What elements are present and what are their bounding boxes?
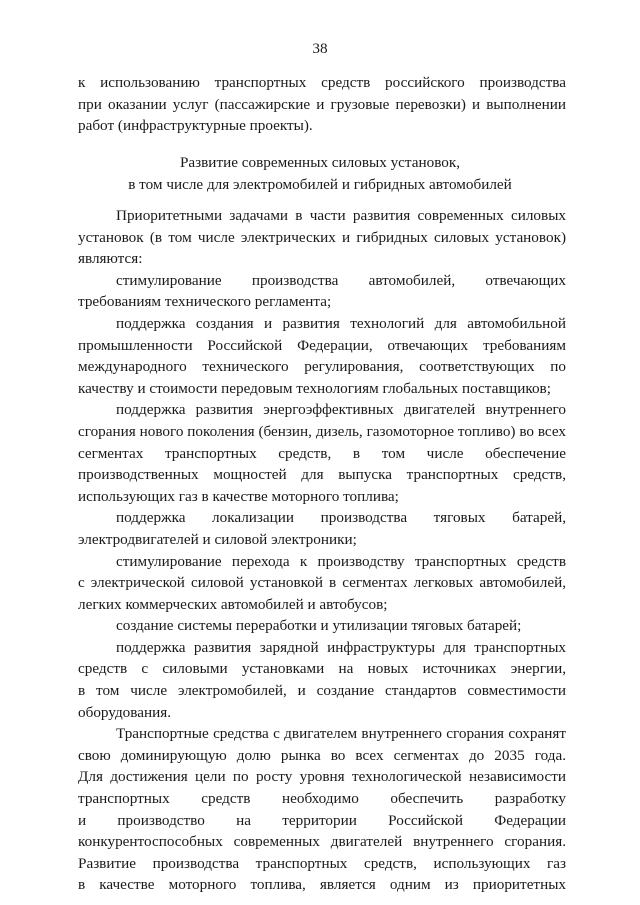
text-line: свою доминирующую долю рынка во всех сегментах до 2035 года. (78, 746, 566, 764)
text-line: оборудования. (78, 703, 172, 721)
intro-paragraph (78, 72, 566, 137)
text-line: производственных мощностей для выпуска транспортных средств, (78, 466, 566, 484)
text-line: Приоритетными задачами в части развития современных силовых (116, 207, 566, 224)
text-line: использующих газ в качестве моторного топлива; (78, 487, 399, 505)
text-line: являются: (78, 250, 143, 268)
text-line: стимулирование перехода к производству транспортных средств (116, 552, 566, 570)
heading-line: в том числе для электромобилей и гибридных автомобилей (128, 175, 512, 193)
text-line: требованиям технического регламента; (78, 293, 332, 311)
text-line: к использованию транспортных средств российского производства (78, 74, 566, 91)
text-line: в том числе электромобилей, и создание стандартов совместимости (78, 682, 566, 700)
text-line: Развитие производства транспортных средств, использующих газ (78, 854, 566, 872)
text-line: сгорания нового поколения (бензин, дизель, газомоторное топливо) во всех (78, 422, 566, 440)
text-line: и производство на территории Российской Федерации (78, 811, 566, 829)
section-heading (0, 152, 640, 195)
text-line: легких коммерческих автомобилей и автобусов; (78, 595, 388, 613)
heading-line: Развитие современных силовых установок, (179, 154, 461, 171)
section-body (78, 205, 566, 896)
text-line: Транспортные средства с двигателем внутреннего сгорания сохранят (116, 725, 566, 743)
text-line: стимулирование производства автомобилей, отвечающих (116, 271, 566, 289)
text-line: сегментах транспортных средств, в том числе обеспечение (78, 444, 566, 462)
text-line: работ (инфраструктурные проекты). (78, 117, 313, 135)
text-line: качеству и стоимости передовым технологиям глобальных поставщиков; (78, 379, 551, 397)
text-line: международного технического регулирования, соответствующих по (78, 358, 566, 376)
text-line: поддержка развития энергоэффективных двигателей внутреннего (116, 401, 566, 419)
text-line: промышленности Российской Федерации, отвечающих требованиям (78, 336, 566, 354)
text-line: создание системы переработки и утилизации тяговых батарей; (116, 617, 522, 635)
text-line: с электрической силовой установкой в сегментах легковых автомобилей, (78, 574, 566, 592)
text-line: Для достижения цели по росту уровня технологической независимости (78, 768, 566, 786)
text-line: конкурентоспособных современных двигателей внутреннего сгорания. (78, 833, 566, 851)
text-line: транспортных средств необходимо обеспечить разработку (78, 790, 566, 808)
text-line: установок (в том числе электрических и гибридных силовых установок) (78, 228, 566, 246)
text-line: при оказании услуг (пассажирские и грузовые перевозки) и выполнении (78, 95, 566, 113)
text-line: электродвигателей и силовой электроники; (78, 530, 357, 548)
text-line: поддержка развития зарядной инфраструктуры для транспортных (116, 638, 566, 656)
text-line: поддержка локализации производства тяговых батарей, (116, 509, 566, 527)
page-number: 38 (312, 40, 328, 57)
text-line: средств с силовыми установками на новых источниках энергии, (78, 660, 566, 678)
text-line: поддержка создания и развития технологий для автомобильной (116, 314, 566, 332)
text-line: в качестве моторного топлива, является одним из приоритетных (78, 876, 566, 894)
